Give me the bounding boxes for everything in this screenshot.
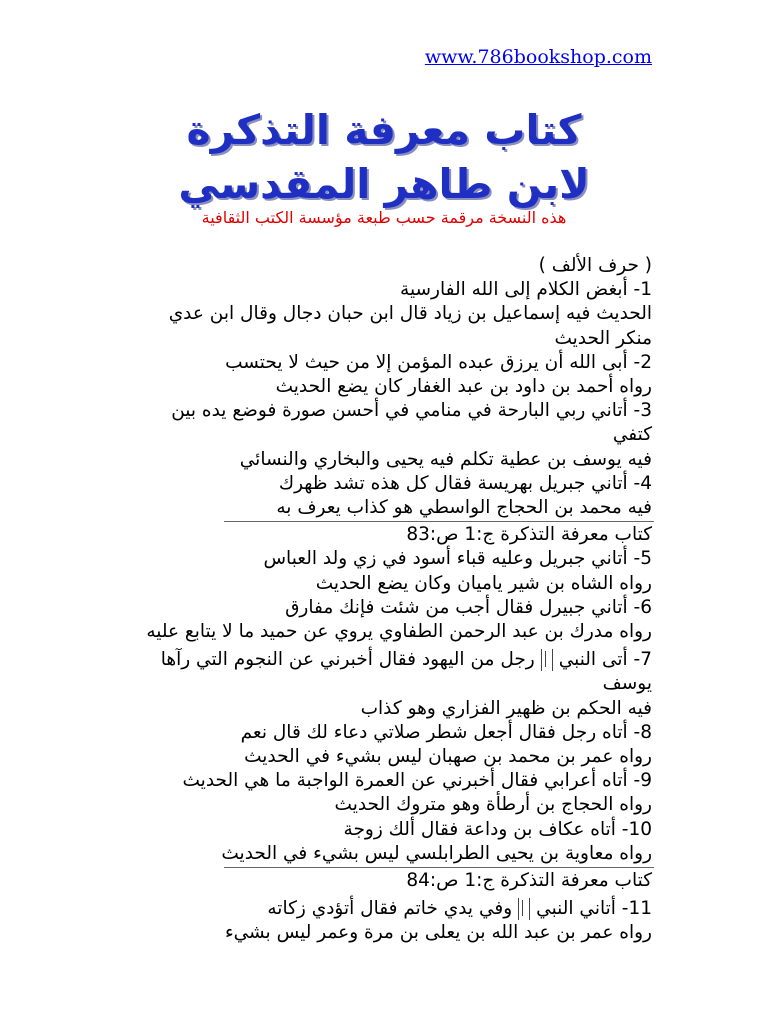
text-line: رواه الحجاج بن أرطأة وهو متروك الحديث [334,794,652,816]
text-line [128,897,652,921]
document-body [128,254,652,946]
salutation-glyph-icon [541,649,553,671]
text-segment: وفي يدي خاتم فقال أتؤدي زكاته [267,898,513,920]
text-line: كتاب معرفة التذكرة ج:1 ص:83 [406,524,652,546]
footnote-separator [128,521,652,522]
website-link[interactable]: www.786bookshop.com [424,46,652,68]
text-line: 10- أتاه عكاف بن وداعة فقال ألك زوجة [343,818,652,840]
text-line: فيه محمد بن الحجاج الواسطي هو كذاب يعرف به [276,497,652,519]
text-line: 8- أتاه رجل فقال أجعل شطر صلاتي دعاء لك قال نعم [240,721,652,743]
text-line: 2- أبى الله أن يرزق عبده المؤمن إلا من حيث لا يحتسب [225,351,652,373]
text-line: فيه الحكم بن ظهير الفزاري وهو كذاب [360,697,652,719]
book-title: كتاب معرفة التذكرة [186,106,582,154]
salutation-glyph-icon [518,898,530,920]
text-line: فيه يوسف بن عطية تكلم فيه يحيى والبخاري والنسائي [239,448,652,470]
text-line: رواه معاوية بن يحيى الطرابلسي ليس بشيء في الحديث [221,842,652,864]
text-line: رواه مدرك بن عبد الرحمن الطفاوي يروي عن حميد ما لا يتابع عليه [146,621,652,643]
text-line: 3- أتاني ربي البارحة في منامي في أحسن صورة فوضع يده بين كتفي [171,400,652,446]
text-line: الحديث فيه إسماعيل بن زياد قال ابن حبان دجال وقال ابن عدي منكر الحديث [168,303,652,349]
edition-note: هذه النسخة مرقمة حسب طبعة مؤسسة الكتب الثقافية [201,208,567,227]
text-line: 5- أتاني جبريل وعليه قباء أسود في زي ولد العباس [263,548,652,570]
text-line: ( حرف الألف ) [538,255,652,276]
text-line: كتاب معرفة التذكرة ج:1 ص:84 [406,870,652,892]
text-segment: 7- أتى النبي [558,649,652,671]
text-line: رواه أحمد بن داود بن عبد الغفار كان يضع الحديث [275,376,652,398]
separator-line [224,521,654,522]
text-line: رواه عمر بن محمد بن صهبان ليس بشيء في الحديث [244,746,652,768]
text-segment: رجل من اليهود فقال أخبرني عن النجوم التي رآها يوسف [160,649,652,695]
text-line: رواه عمر بن عبد الله بن يعلى بن مرة وعمر ليس بشيء [224,922,652,944]
text-line: 9- أتاه أعرابي فقال أخبرني عن العمرة الواجبة ما هي الحديث [182,770,652,792]
text-line: رواه الشاه بن شير ياميان وكان يضع الحديث [315,572,652,594]
text-line: 1- أبغض الكلام إلى الله الفارسية [400,279,652,301]
text-line: 4- أتاني جبريل بهريسة فقال كل هذه تشد ظهرك [278,472,652,494]
text-line: 6- أتاني جبيرل فقال أجب من شئت فإنك مفارق [285,596,652,618]
text-segment: 11- أتاني النبي [536,898,652,920]
book-author: لابن طاهر المقدسي [178,160,590,208]
separator-line [224,867,654,868]
text-line [128,648,652,696]
footnote-separator [128,867,652,868]
